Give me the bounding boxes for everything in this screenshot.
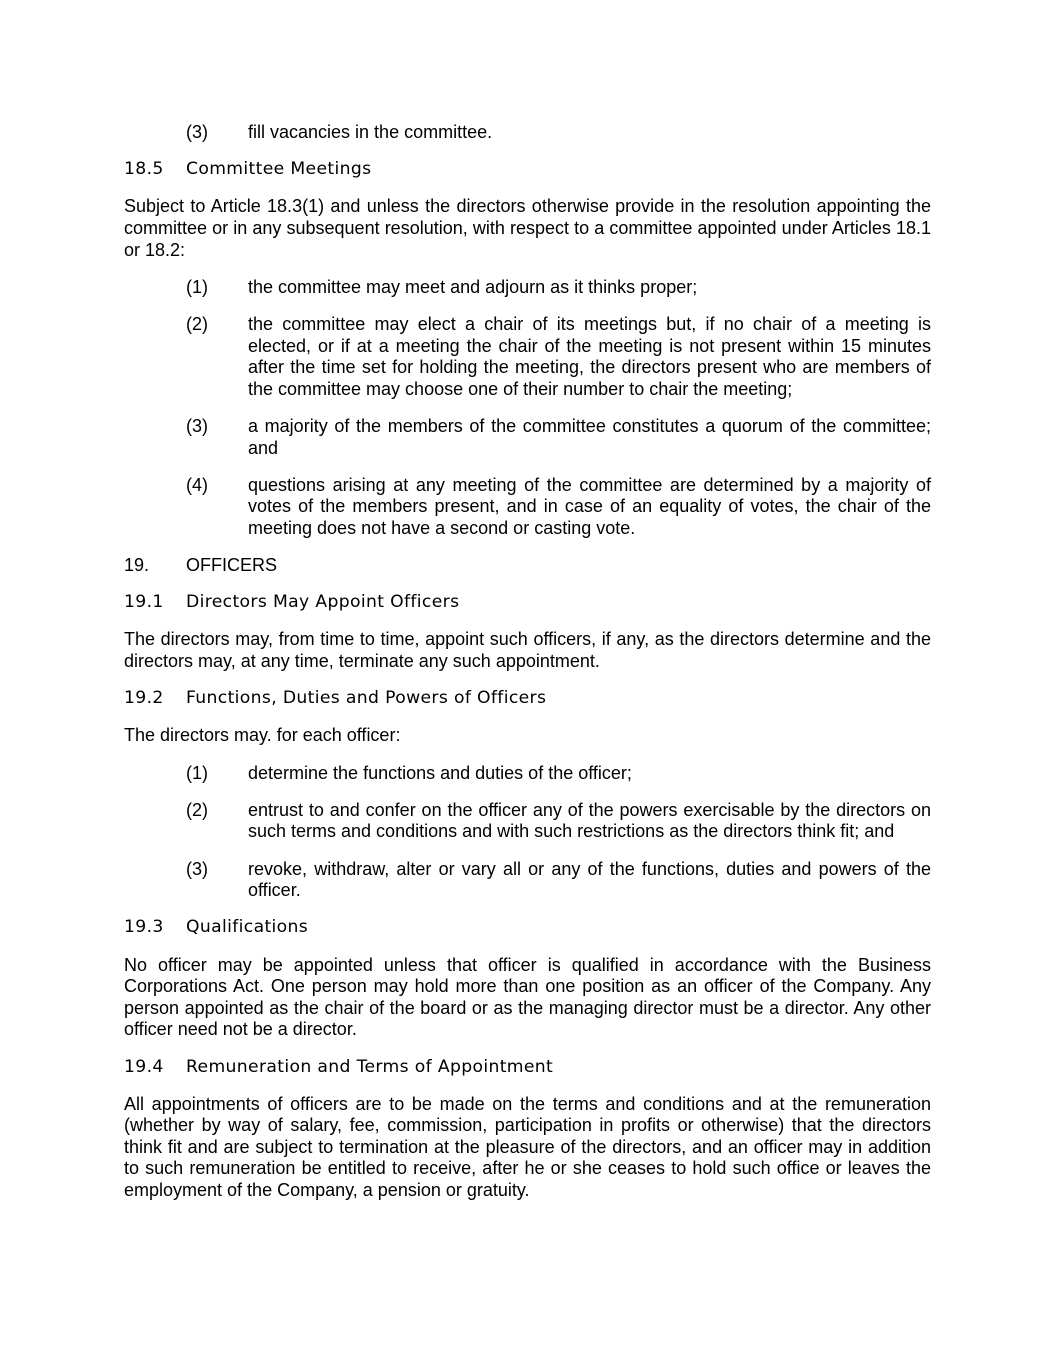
list-item-text: a majority of the members of the committee constitutes a quorum of the committee; and [248,415,931,458]
section-heading-19-3 [124,917,931,939]
list-item-label: (4) [186,474,208,495]
section-heading-19-4 [124,1057,931,1079]
heading-title: Committee Meetings [186,159,372,180]
list-item-label: (3) [186,415,208,436]
list-item-text: determine the functions and duties of the officer; [248,762,632,783]
section-heading-19-2 [124,688,931,710]
section-heading-18-5 [124,159,931,181]
list-item-text: entrust to and confer on the officer any of the powers exercisable by the directors on such terms and conditions and with such restrictions as the directors think fit; and [248,799,931,842]
list-item-label: (1) [186,762,208,783]
section-heading-19-1 [124,592,931,614]
list-item [186,122,931,144]
paragraph: No officer may be appointed unless that officer is qualified in accordance with the Business Corporations Act. One person may hold more than one position as an officer of the Company. Any person appointed as the chair of the board or as the managing director must be a director. Any other officer need not be a director. [124,954,931,1040]
list-item-text: the committee may meet and adjourn as it thinks proper; [248,276,698,297]
heading-number: 18.5 [124,159,164,180]
list-item [186,475,931,540]
heading-number: 19.1 [124,592,164,613]
heading-number: 19.3 [124,917,164,938]
list-item [186,763,931,785]
paragraph: The directors may. for each officer: [124,725,401,746]
heading-number: 19.2 [124,688,164,709]
paragraph: The directors may, from time to time, appoint such officers, if any, as the directors determine and the directors may, at any time, terminate any such appointment. [124,629,931,672]
list-item-label: (2) [186,313,208,334]
list-item-label: (1) [186,276,208,297]
list-item [186,859,931,902]
list-item-text: revoke, withdraw, alter or vary all or any of the functions, duties and powers of the officer. [248,858,931,901]
list-item [186,800,931,843]
list-item [186,416,931,459]
list-item-text: fill vacancies in the committee. [248,122,493,142]
heading-number: 19.4 [124,1056,164,1077]
paragraph: All appointments of officers are to be made on the terms and conditions and at the remuneration (whether by way of salary, fee, commission, participation in profits or otherwise) that the directors think fit and are subject to termination at the pleasure of the directors, and an officer may in addition to such remuneration be entitled to receive, after he or she ceases to hold such office or leaves the employment of the Company, a pension or gratuity. [124,1093,931,1201]
paragraph: Subject to Article 18.3(1) and unless the directors otherwise provide in the resolution appointing the committee or in any subsequent resolution, with respect to a committee appointed under Articles 18.1 or 18.2: [124,196,931,260]
list-item-text: questions arising at any meeting of the committee are determined by a majority of votes of the members present, and in case of an equality of votes, the chair of the meeting does not have a second or casting vote. [248,474,931,538]
list-item-text: the committee may elect a chair of its meetings but, if no chair of a meeting is elected, or if at a meeting the chair of the meeting is not present within 15 minutes after the time set for holding the meeting, the directors present who are members of the committee may choose one of their number to chair the meeting; [248,313,931,399]
document-page [124,122,931,1217]
section-title-text: OFFICERS [186,555,278,576]
list-item-label: (2) [186,799,208,820]
list-item [186,314,931,400]
list-item [186,277,931,299]
heading-title: Functions, Duties and Powers of Officers [186,688,547,709]
heading-title: Remuneration and Terms of Appointment [186,1056,554,1077]
list-item-label: (3) [186,858,208,879]
section-number: 19. [124,555,150,576]
heading-title: Qualifications [186,917,309,938]
list-item-label: (3) [186,122,208,142]
heading-title: Directors May Appoint Officers [186,592,460,613]
section-title-19 [124,555,931,577]
